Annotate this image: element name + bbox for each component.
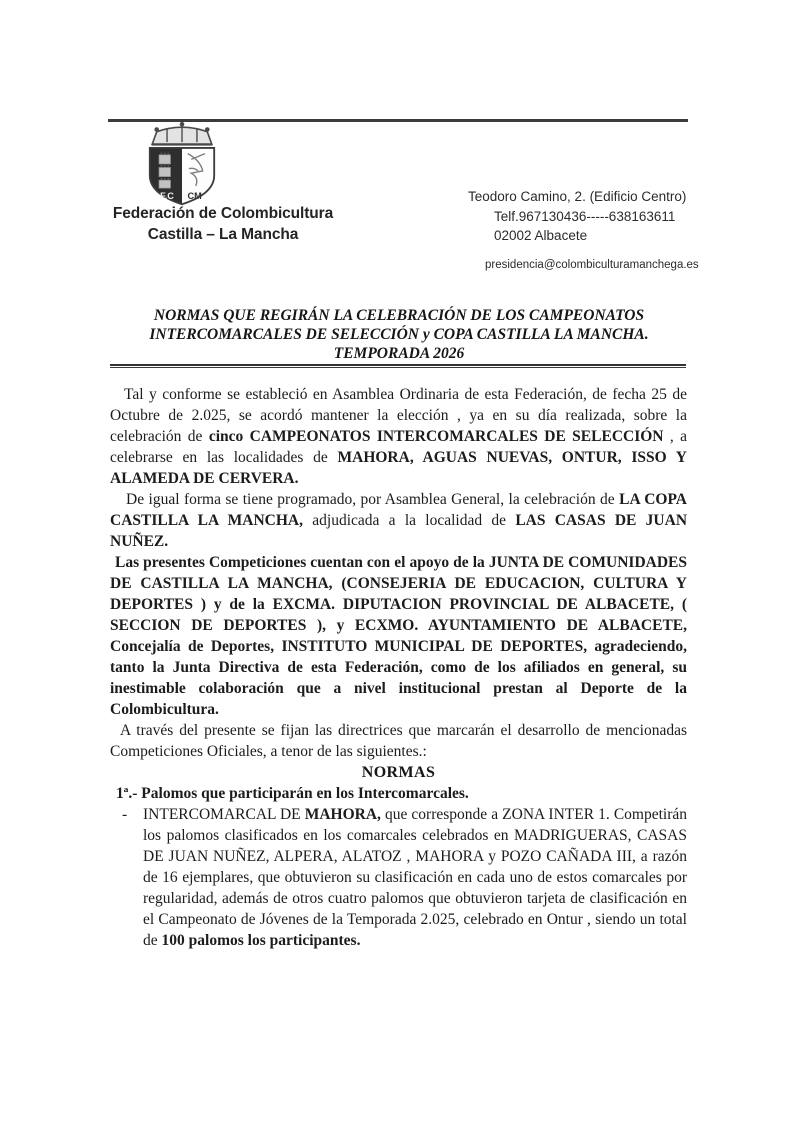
paragraph-apoyo-institucional: Las presentes Competiciones cuentan con el apoyo de la JUNTA DE COMUNIDADES DE CASTILLA LA MANCHA, (CONSEJERIA DE EDUCACION, CULTURA Y DEPORTES ) y de la EXCMA. DIPUTACION PROVINCIAL DE ALBACETE, ( SECCION DE DEPORTES ), y ECXMO. AYUNTAMIENTO DE ALBACETE, Concejalía de Deportes, INSTITUTO MUNICIPAL DE DEPORTES, agradeciendo, tanto la Junta Directiva de esta Federación, como de los afiliados en general, su inestimable colaboración que a nivel institucional prestan al Deporte de la Colombicultura. — [110, 554, 687, 718]
phone-line: Telf.967130436-----638163611 — [494, 208, 676, 224]
paragraph-asamblea: Tal y conforme se estableció en Asamblea Ordinaria de esta Federación, de fecha 25 de Octubre de 2.025, se acordó mantener la elección , ya en su día realizada, sobre la celebración de cinco CAMPEONATOS INTERCOMARCALES DE SELECCIÓN , a celebrarse en las localidades de MAHORA, AGUAS NUEVAS, ONTUR, ISSO Y ALAMEDA DE CERVERA. — [110, 386, 687, 487]
title-line-3: TEMPORADA 2026 — [333, 345, 465, 362]
contact-block — [468, 187, 698, 246]
city-line: 02002 Albacete — [494, 228, 588, 243]
email-address: presidencia@colombiculturamanchega.es — [485, 259, 699, 271]
federation-crest — [136, 120, 228, 213]
paragraph-directrices: A través del presente se fijan las directrices que marcarán el desarrollo de mencionadas Competiciones Oficiales, a tenor de las siguientes.: — [110, 722, 687, 760]
crest-monogram-right: CM — [187, 191, 202, 202]
org-name-line2: Castilla – La Mancha — [147, 226, 299, 243]
org-name — [92, 203, 354, 245]
bullet-text: INTERCOMARCAL DE MAHORA, que corresponde a ZONA INTER 1. Competirán los palomos clasificados en los comarcales celebrados en MADRIGUERAS, CASAS DE JUAN NUÑEZ, ALPERA, ALATOZ , MAHORA y POZO CAÑADA III, a razón de 16 ejemplares, que obtuvieron su clasificación en cada uno de estos comarcales por regularidad, además de otros cuatro palomos que obtuvieron tarjeta de clasificación en el Campeonato de Jóvenes de la Temporada 2.025, celebrado en Ontur , siendo un total de 100 palomos los participantes. — [143, 806, 687, 949]
fccm-crest-icon — [136, 120, 228, 208]
address-line: Teodoro Camino, 2. (Edificio Centro) — [468, 189, 687, 204]
document-body — [110, 384, 687, 951]
crest-monogram-left: F.C — [160, 191, 174, 202]
title-underline-rule — [110, 364, 686, 368]
title-line-2: INTERCOMARCALES DE SELECCIÓN y COPA CASTILLA LA MANCHA. — [149, 326, 649, 343]
shield-icon — [150, 148, 214, 204]
paragraph-copa: De igual forma se tiene programado, por Asamblea General, la celebración de LA COPA CASTILLA LA MANCHA, adjudicada a la localidad de LAS CASAS DE JUAN NUÑEZ. — [110, 491, 688, 550]
bullet-item-intercomarcal-mahora — [110, 804, 687, 951]
normas-heading: NORMAS — [361, 764, 436, 781]
org-name-line1: Federación de Colombicultura — [112, 205, 334, 222]
bullet-marker: - — [122, 806, 128, 823]
crown-icon — [152, 122, 212, 145]
rule-1-heading: 1ª.- Palomos que participarán en los Intercomarcales. — [116, 785, 469, 802]
document-title — [110, 306, 688, 363]
title-line-1: NORMAS QUE REGIRÁN LA CELEBRACIÓN DE LOS CAMPEONATOS — [153, 307, 645, 324]
